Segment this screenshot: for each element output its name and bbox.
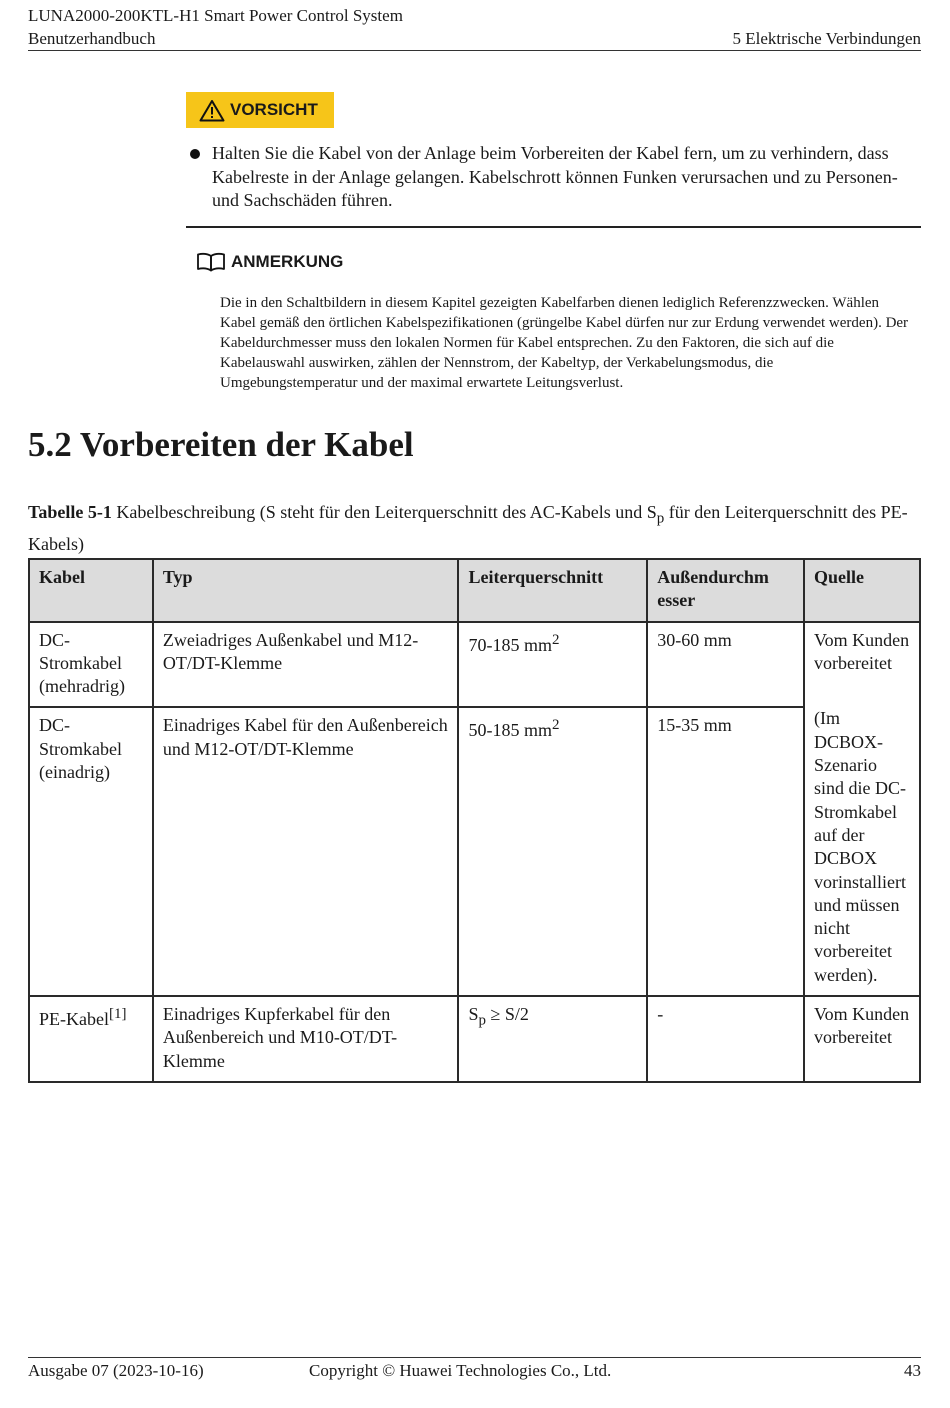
table-row [29, 707, 920, 996]
header-divider [28, 50, 921, 51]
warning-triangle-icon [199, 99, 225, 122]
open-book-icon [196, 252, 226, 272]
cell-kabel: DC-Stromkabel (einadrig) [29, 707, 153, 996]
note-text: Die in den Schaltbildern in diesem Kapitel gezeigten Kabelfarben dienen lediglich Referenzzwecken. Wählen Kabel gemäß den örtlichen Kabelspezifikationen (grüngelbe Kabel dürfen nur zur Erdung verwendet werden). Der Kabeldurchmesser muss den lokalen Normen für Kabel entsprechen. Zu den Faktoren, die sich auf die Kabelauswahl auswirken, zählen der Nennstrom, der Kabeltyp, der Verkabelungsmodus, die Umgebungstemperatur und der maximal erwartete Leitungsverlust. [220, 295, 909, 391]
footer-edition: Ausgabe 07 (2023-10-16) [28, 1361, 204, 1380]
cell-kabel-value: PE-Kabel [39, 1009, 109, 1030]
table-caption [28, 500, 921, 557]
cell-leiter-superscript: 2 [551, 717, 560, 734]
cell-kabel: DC-Stromkabel (mehradrig) [29, 622, 153, 708]
cell-leiter [458, 622, 647, 708]
column-header-typ: Typ [153, 559, 459, 622]
caution-item-text: Halten Sie die Kabel von der Anlage beim Vorbereiten der Kabel fern, um zu verhindern, dass Kabelreste in der Anlage gelangen. Kabelschrott können Funken verursachen und zu Personen- und Sachschäden führen. [212, 143, 898, 210]
table-caption-subscript: p [656, 510, 665, 527]
cell-leiter-superscript: 2 [551, 631, 560, 648]
caution-divider [186, 226, 921, 228]
cell-leiter-condition: ≥ S/2 [485, 1004, 529, 1025]
footer-divider [28, 1357, 921, 1358]
table-caption-label: Tabelle 5-1 [28, 502, 112, 522]
note-heading [196, 252, 343, 272]
header-manual: Benutzerhandbuch [28, 29, 156, 48]
header-product: LUNA2000-200KTL-H1 Smart Power Control System [28, 6, 403, 25]
cell-quelle: Vom Kunden vorbereitet [804, 622, 920, 708]
cell-leiter-value: 50-185 mm [468, 720, 552, 741]
cable-table [28, 558, 921, 1083]
header-chapter: 5 Elektrische Verbindungen [732, 29, 921, 48]
caution-badge [186, 92, 334, 128]
column-header-quelle: Quelle [804, 559, 920, 622]
caution-list [186, 142, 921, 213]
cell-leiter [458, 707, 647, 996]
note-label: ANMERKUNG [231, 252, 344, 271]
footer-copyright: Copyright © Huawei Technologies Co., Ltd. [309, 1361, 612, 1380]
table-row [29, 996, 920, 1082]
list-item [186, 142, 921, 213]
cell-typ: Einadriges Kabel für den Außenbereich und M12-OT/DT-Klemme [153, 707, 459, 996]
cell-leiter-value: 70-185 mm [468, 634, 552, 655]
column-header-kabel: Kabel [29, 559, 153, 622]
page-number: 43 [904, 1361, 921, 1380]
column-header-aussendurchmesser: Außendurchm esser [647, 559, 804, 622]
cell-leiter-symbol: S [468, 1004, 479, 1025]
cell-kabel [29, 996, 153, 1082]
cell-typ: Zweiadriges Außenkabel und M12-OT/DT-Klemme [153, 622, 459, 708]
section-title: 5.2 Vorbereiten der Kabel [28, 425, 414, 464]
table-header-row [29, 559, 920, 622]
cell-durchmesser: - [647, 996, 804, 1082]
table-caption-text-end: für den Leiterquerschnitt des PE-Kabels) [28, 502, 908, 554]
bullet-icon [190, 149, 200, 159]
cell-leiter-subscript: p [478, 1012, 486, 1029]
cell-quelle: Vom Kunden vorbereitet [804, 996, 920, 1082]
caution-label: VORSICHT [230, 100, 318, 119]
page-header [28, 4, 921, 50]
cell-durchmesser: 30-60 mm [647, 622, 804, 708]
cell-typ: Einadriges Kupferkabel für den Außenbereich und M10-OT/DT-Klemme [153, 996, 459, 1082]
cell-quelle: (Im DCBOX-Szenario sind die DC-Stromkabel auf der DCBOX vorinstalliert und müssen nicht vorbereitet werden). [804, 707, 920, 996]
cell-durchmesser: 15-35 mm [647, 707, 804, 996]
cell-leiter [458, 996, 647, 1082]
table-row [29, 622, 920, 708]
page-footer [28, 1359, 921, 1382]
column-header-leiterquerschnitt: Leiterquerschnitt [458, 559, 647, 622]
table-caption-text: Kabelbeschreibung (S steht für den Leiterquerschnitt des AC-Kabels und S [111, 502, 657, 522]
footnote-marker: [1] [108, 1006, 127, 1023]
